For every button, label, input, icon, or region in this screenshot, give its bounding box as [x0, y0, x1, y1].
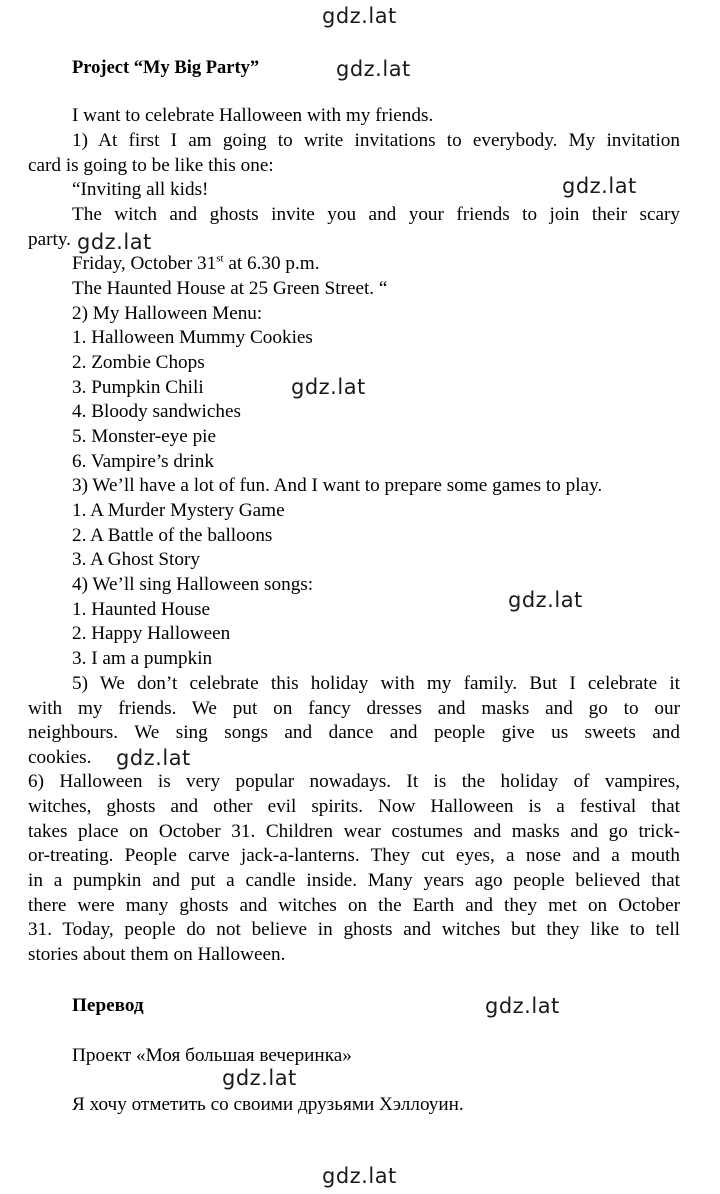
text-line: 5) We don’t celebrate this holiday with my family. But I celebrate it	[72, 673, 680, 694]
text-line: witches, ghosts and other evil spirits. Now Halloween is a festival that	[28, 796, 680, 817]
text-line: neighbours. We sing songs and dance and people give us sweets and	[28, 722, 680, 743]
watermark: gdz.lat	[291, 375, 366, 399]
watermark: gdz.lat	[485, 994, 560, 1018]
list-item: 6. Vampire’s drink	[72, 451, 214, 472]
watermark: gdz.lat	[116, 746, 191, 770]
list-item: 2. Zombie Chops	[72, 352, 205, 373]
text-line: The witch and ghosts invite you and your friends to join their scary	[72, 204, 680, 225]
text-line	[72, 252, 320, 277]
section-heading: 4) We’ll sing Halloween songs:	[72, 574, 314, 595]
watermark: gdz.lat	[77, 230, 152, 254]
text-line: there were many ghosts and witches on the Earth and they met on October	[28, 895, 680, 916]
text-line: or-treating. People carve jack-a-lanterns. They cut eyes, a nose and a mouth	[28, 845, 680, 866]
watermark: gdz.lat	[562, 174, 637, 198]
translation-text-line: Я хочу отметить со своими друзьями Хэллоуин.	[72, 1094, 464, 1115]
text-line: 31. Today, people do not believe in ghosts and witches but they like to tell	[28, 919, 680, 940]
text-line: in a pumpkin and put a candle inside. Many years ago people believed that	[28, 870, 680, 891]
text-line: stories about them on Halloween.	[28, 944, 286, 965]
list-item: 4. Bloody sandwiches	[72, 401, 241, 422]
ordinal-suffix: st	[216, 252, 224, 265]
text-line: party.	[28, 229, 71, 250]
watermark: gdz.lat	[322, 4, 397, 28]
watermark: gdz.lat	[322, 1164, 397, 1188]
list-item: 3. Pumpkin Chili	[72, 377, 204, 398]
text-line: 1) At first I am going to write invitations to everybody. My invitation	[72, 130, 680, 151]
watermark: gdz.lat	[508, 588, 583, 612]
time-text: at 6.30 p.m.	[223, 253, 320, 274]
list-item: 5. Monster-eye pie	[72, 426, 217, 447]
section-heading: 3) We’ll have a lot of fun. And I want to prepare some games to play.	[72, 475, 603, 496]
list-item: 3. I am a pumpkin	[72, 648, 213, 669]
translation-project-title: Проект «Моя большая вечеринка»	[72, 1045, 352, 1066]
section-heading: 2) My Halloween Menu:	[72, 303, 263, 324]
date-text: Friday, October 31	[72, 253, 217, 274]
text-line: takes place on October 31. Children wear costumes and masks and go trick-	[28, 821, 680, 842]
text-line: “Inviting all kids!	[72, 179, 209, 200]
list-item: 2. A Battle of the balloons	[72, 525, 273, 546]
translation-heading: Перевод	[72, 995, 144, 1016]
text-line: with my friends. We put on fancy dresses and masks and go to our	[28, 698, 680, 719]
text-line: The Haunted House at 25 Green Street. “	[72, 278, 388, 299]
text-line: I want to celebrate Halloween with my friends.	[72, 105, 434, 126]
list-item: 2. Happy Halloween	[72, 623, 231, 644]
text-line: card is going to be like this one:	[28, 155, 274, 176]
watermark: gdz.lat	[336, 57, 411, 81]
text-line: cookies.	[28, 747, 92, 768]
list-item: 3. A Ghost Story	[72, 549, 200, 570]
list-item: 1. A Murder Mystery Game	[72, 500, 285, 521]
text-line: 6) Halloween is very popular nowadays. It is the holiday of vampires,	[28, 771, 680, 792]
project-title: Project “My Big Party”	[72, 58, 260, 78]
list-item: 1. Halloween Mummy Cookies	[72, 327, 313, 348]
list-item: 1. Haunted House	[72, 599, 211, 620]
watermark: gdz.lat	[222, 1066, 297, 1090]
